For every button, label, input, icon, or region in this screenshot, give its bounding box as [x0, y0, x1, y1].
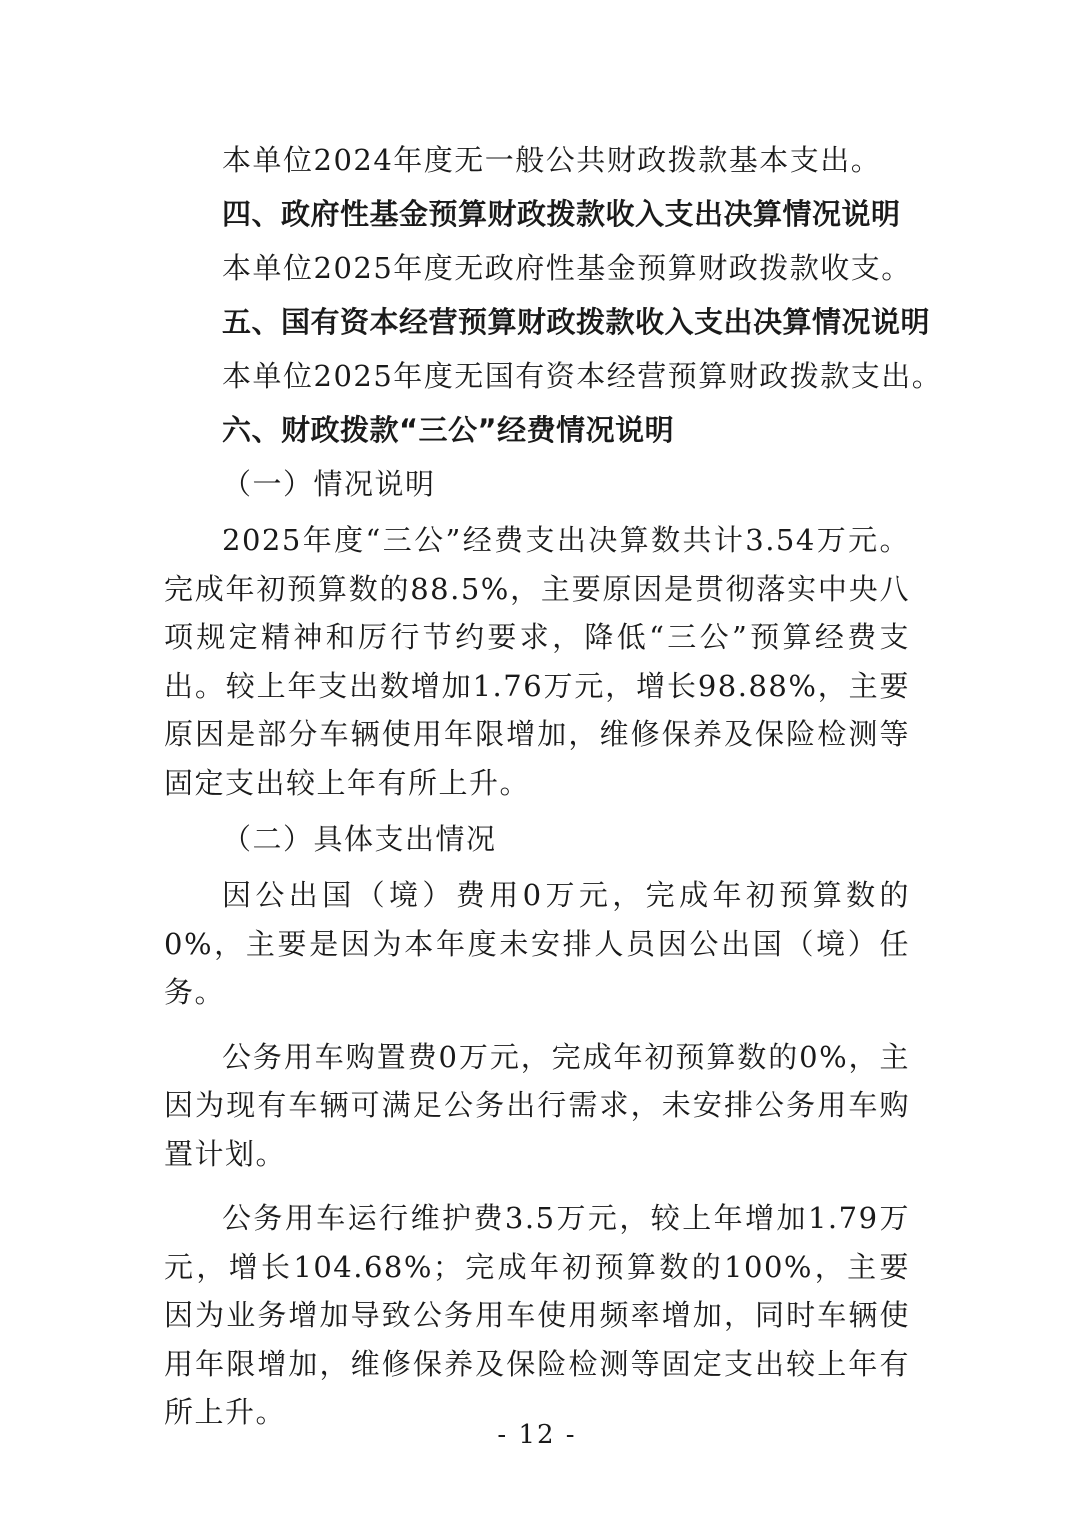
page-number: - 12 -: [497, 1420, 577, 1450]
section-5-heading: 五、国有资本经营预算财政拨款收入支出决算情况说明: [222, 305, 931, 339]
no-fund-budget-text: 本单位2025年度无政府性基金预算财政拨款收支。: [222, 251, 912, 285]
three-public-summary-paragraph: 2025年度“三公”经费支出决算数共计3.54万元。完成年初预算数的88.5%，主要原因是贯彻落实中央八项规定精神和厉行节约要求，降低“三公”预算经费支出。较上年支出数增加1.76万元，增长98.88%，主要原因是部分车辆使用年限增加，维修保养及保险检测等固定支出较上年有所上升。: [164, 523, 910, 800]
document-body: [164, 138, 943, 1437]
vehicle-operation-paragraph: 公务用车运行维护费3.5万元，较上年增加1.79万元，增长104.68%；完成年初预算数的100%，主要因为业务增加导致公务用车使用频率增加，同时车辆使用年限增加，维修保养及保险检测等固定支出较上年有所上升。: [164, 1201, 910, 1429]
vehicle-purchase-paragraph: 公务用车购置费0万元，完成年初预算数的0%，主因为现有车辆可满足公务出行需求，未安排公务用车购置计划。: [164, 1039, 910, 1171]
section-6-heading: 六、财政拨款“三公”经费情况说明: [222, 413, 675, 447]
subheading-specific-expenditure: （二）具体支出情况: [222, 822, 497, 856]
subheading-situation: （一）情况说明: [222, 467, 436, 501]
abroad-expense-paragraph: 因公出国（境）费用0万元，完成年初预算数的0%，主要是因为本年度未安排人员因公出国（境）任务。: [164, 878, 910, 1009]
no-basic-expenditure-text: 本单位2024年度无一般公共财政拨款基本支出。: [222, 143, 882, 177]
section-4-heading: 四、政府性基金预算财政拨款收入支出决算情况说明: [222, 197, 901, 231]
no-state-capital-text: 本单位2025年度无国有资本经营预算财政拨款支出。: [222, 359, 943, 393]
